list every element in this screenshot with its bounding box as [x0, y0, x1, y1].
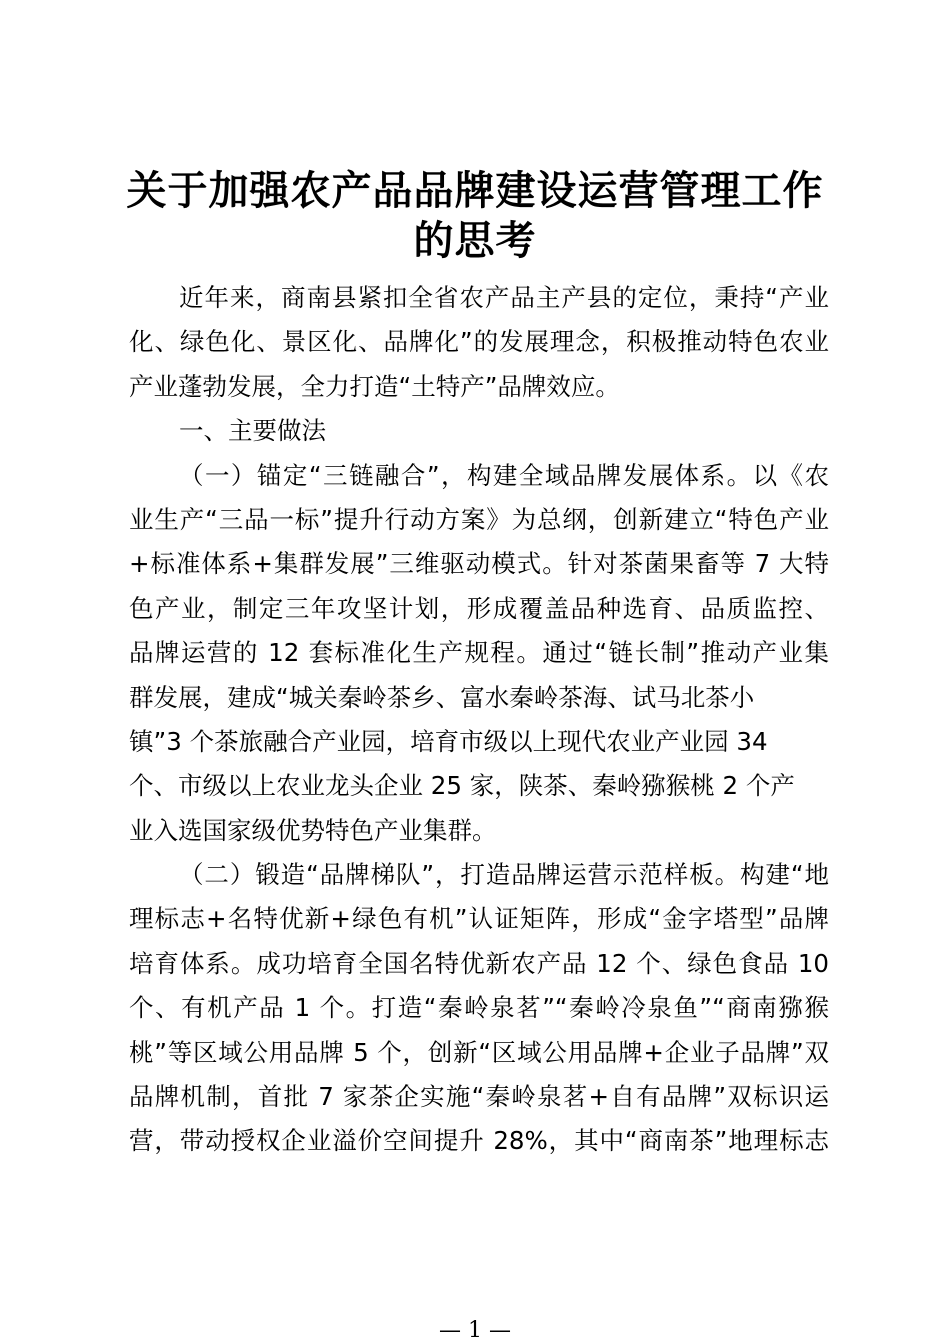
- text-line: 理标志+名特优新+绿色有机”认证矩阵，形成“金字塔型”品牌: [129, 904, 829, 934]
- text-line: 群发展，建成“城关秦岭茶乡、富水秦岭茶海、试马北茶小: [129, 682, 755, 712]
- paragraph: [129, 853, 829, 1164]
- text-line: 品牌运营的 12 套标准化生产规程。通过“链长制”推动产业集: [129, 638, 829, 668]
- text-line: 业生产“三品一标”提升行动方案》为总纲，创新建立“特色产业: [129, 504, 829, 534]
- text-line: 一、主要做法: [179, 416, 326, 446]
- text-line: 色产业，制定三年攻坚计划，形成覆盖品种选育、品质监控、: [129, 593, 829, 623]
- document-body: [129, 276, 829, 1164]
- paragraph: [129, 454, 829, 854]
- text-line: 化、绿色化、景区化、品牌化”的发展理念，积极推动特色农业: [129, 327, 829, 357]
- text-line: 镇”3 个茶旅融合产业园，培育市级以上现代农业产业园 34: [129, 726, 768, 756]
- text-line: 品牌机制，首批 7 家茶企实施“秦岭泉茗+自有品牌”双标识运: [129, 1082, 829, 1112]
- document-title: [100, 166, 850, 266]
- title-line-1: 关于加强农产品品牌建设运营管理工作: [126, 167, 824, 214]
- text-line: （二）锻造“品牌梯队”，打造品牌运营示范样板。构建“地: [179, 860, 829, 890]
- text-line: 桃”等区域公用品牌 5 个，创新“区域公用品牌+企业子品牌”双: [129, 1037, 829, 1067]
- text-line: 个、有机产品 1 个。打造“秦岭泉茗”“秦岭冷泉鱼”“商南猕猴: [129, 993, 829, 1023]
- text-line: （一）锚定“三链融合”，构建全域品牌发展体系。以《农: [179, 460, 829, 490]
- page-number: — 1 —: [439, 1318, 511, 1343]
- text-line: 个、市级以上农业龙头企业 25 家，陕茶、秦岭猕猴桃 2 个产: [129, 771, 795, 801]
- section-heading: [129, 409, 829, 453]
- paragraph: [129, 276, 829, 409]
- text-line: +标准体系+集群发展”三维驱动模式。针对茶菌果畜等 7 大特: [129, 549, 829, 579]
- text-line: 产业蓬勃发展，全力打造“土特产”品牌效应。: [129, 371, 620, 401]
- text-line: 营，带动授权企业溢价空间提升 28%，其中“商南茶”地理标志: [129, 1126, 829, 1156]
- text-line: 近年来，商南县紧扣全省农产品主产县的定位，秉持“产业: [179, 283, 829, 312]
- title-line-2: 的思考: [413, 217, 537, 264]
- text-line: 培育体系。成功培育全国名特优新农产品 12 个、绿色食品 10: [129, 948, 829, 978]
- text-line: 业入选国家级优势特色产业集群。: [129, 815, 497, 845]
